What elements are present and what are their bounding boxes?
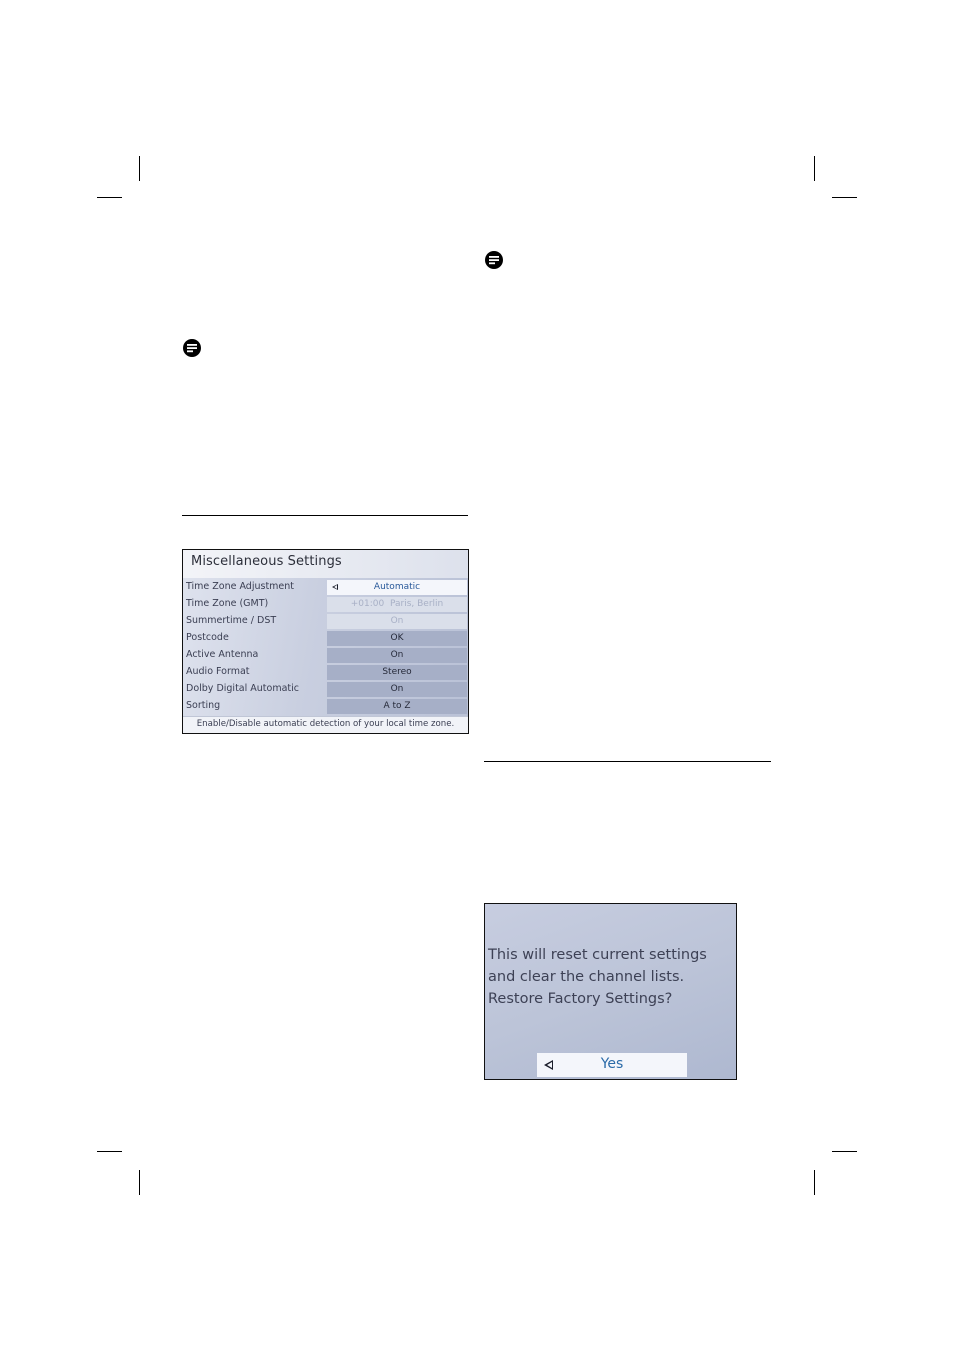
setting-value[interactable]: On	[327, 682, 467, 697]
crop-mark-top-left-horizontal	[97, 197, 122, 198]
setting-value[interactable]: On	[327, 648, 467, 663]
setting-label: Postcode	[186, 632, 229, 643]
factory-reset-dialog	[484, 903, 737, 1080]
crop-mark-bottom-left-vertical	[139, 1170, 140, 1195]
crop-mark-bottom-right-vertical	[814, 1170, 815, 1195]
setting-value-selected[interactable]	[327, 580, 467, 595]
setting-value-disabled: On	[327, 614, 467, 629]
setting-label: Audio Format	[186, 666, 250, 677]
yes-button-label: Yes	[600, 1056, 624, 1072]
setting-row-active-antenna[interactable]	[183, 648, 468, 664]
setting-label: Time Zone (GMT)	[186, 598, 269, 609]
misc-settings-screen	[182, 549, 469, 734]
reset-message-line: and clear the channel lists.	[488, 969, 685, 985]
reset-dialog-message	[488, 944, 707, 1010]
setting-value[interactable]: Stereo	[327, 665, 467, 680]
section-divider-left	[182, 515, 468, 516]
crop-mark-top-left-vertical	[139, 156, 140, 181]
reset-message-line: This will reset current settings	[488, 947, 707, 963]
note-icon	[484, 250, 504, 270]
crop-mark-bottom-right-horizontal	[832, 1151, 857, 1152]
help-text-bar: Enable/Disable automatic detection of your local time zone.	[183, 716, 468, 733]
crop-mark-top-right-horizontal	[832, 197, 857, 198]
section-divider-right	[484, 761, 771, 762]
setting-row-time-zone-gmt[interactable]	[183, 597, 468, 613]
note-icon	[182, 338, 202, 358]
setting-label: Dolby Digital Automatic	[186, 683, 299, 694]
setting-label: Time Zone Adjustment	[186, 581, 295, 592]
left-arrow-icon	[332, 584, 338, 590]
setting-row-postcode[interactable]	[183, 631, 468, 647]
setting-value-disabled: +01:00 Paris, Berlin	[327, 597, 467, 612]
setting-value[interactable]: A to Z	[327, 699, 467, 714]
reset-message-line: Restore Factory Settings?	[488, 991, 673, 1007]
setting-value[interactable]: OK	[327, 631, 467, 646]
crop-mark-top-right-vertical	[814, 156, 815, 181]
setting-label: Sorting	[186, 700, 221, 711]
setting-value-text: Automatic	[373, 582, 421, 592]
setting-row-audio-format[interactable]	[183, 665, 468, 681]
misc-settings-title: Miscellaneous Settings	[191, 554, 342, 569]
crop-mark-bottom-left-horizontal	[97, 1151, 122, 1152]
setting-row-dolby-digital-automatic[interactable]	[183, 682, 468, 698]
setting-row-time-zone-adjustment[interactable]	[183, 580, 468, 596]
setting-label: Summertime / DST	[186, 615, 277, 626]
setting-label: Active Antenna	[186, 649, 259, 660]
yes-button[interactable]	[537, 1053, 687, 1077]
setting-row-sorting[interactable]	[183, 699, 468, 715]
setting-row-summertime-dst[interactable]	[183, 614, 468, 630]
